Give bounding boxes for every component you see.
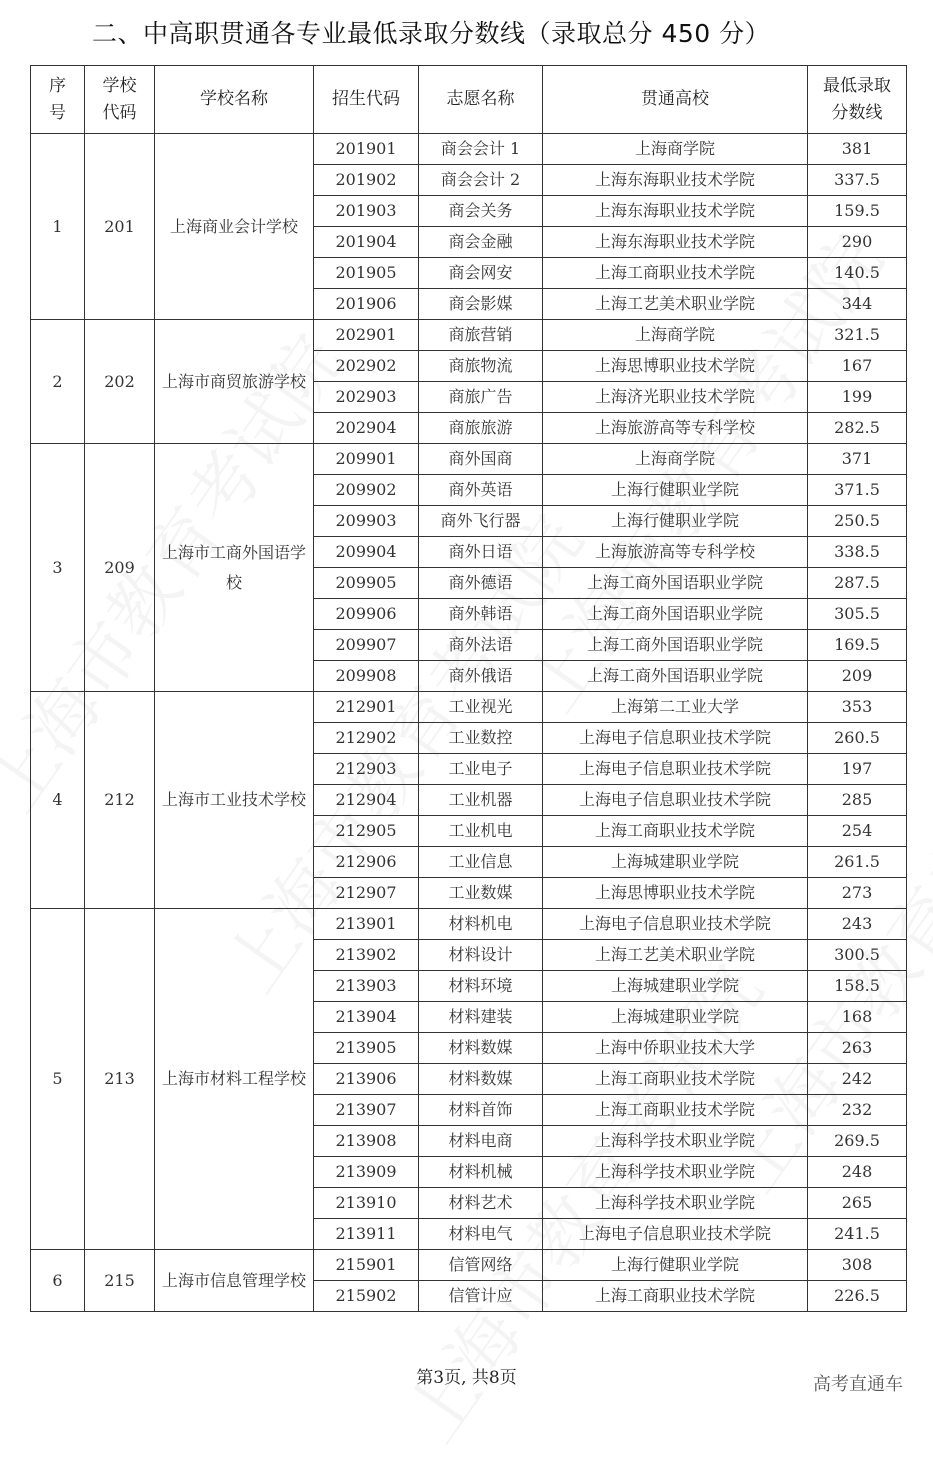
min-score-cell: 167 <box>808 351 907 382</box>
enroll-code-cell: 209903 <box>314 506 419 537</box>
partner-college-cell: 上海城建职业学院 <box>543 1002 808 1033</box>
enroll-code-cell: 213907 <box>314 1095 419 1126</box>
min-score-cell: 381 <box>808 134 907 165</box>
partner-college-cell: 上海城建职业学院 <box>543 847 808 878</box>
school-name-cell: 上海市信息管理学校 <box>155 1250 314 1312</box>
enroll-code-cell: 201906 <box>314 289 419 320</box>
header-enroll-code: 招生代码 <box>314 66 419 134</box>
min-score-cell: 282.5 <box>808 413 907 444</box>
school-name-cell: 上海市工业技术学校 <box>155 692 314 909</box>
min-score-cell: 241.5 <box>808 1219 907 1250</box>
table-row <box>31 1250 907 1281</box>
enroll-code-cell: 209905 <box>314 568 419 599</box>
partner-college-cell: 上海东海职业技术学院 <box>543 227 808 258</box>
min-score-cell: 199 <box>808 382 907 413</box>
min-score-cell: 308 <box>808 1250 907 1281</box>
enroll-code-cell: 202902 <box>314 351 419 382</box>
partner-college-cell: 上海商学院 <box>543 320 808 351</box>
partner-college-cell: 上海工艺美术职业学院 <box>543 940 808 971</box>
table-body <box>31 134 907 1312</box>
min-score-cell: 243 <box>808 909 907 940</box>
school-name-cell: 上海商业会计学校 <box>155 134 314 320</box>
enroll-code-cell: 209908 <box>314 661 419 692</box>
major-name-cell: 商会会计 2 <box>419 165 543 196</box>
enroll-code-cell: 213902 <box>314 940 419 971</box>
page-title: 二、中高职贯通各专业最低录取分数线（录取总分 450 分） <box>92 19 771 48</box>
min-score-cell: 260.5 <box>808 723 907 754</box>
partner-college-cell: 上海中侨职业技术大学 <box>543 1033 808 1064</box>
major-name-cell: 材料电商 <box>419 1126 543 1157</box>
enroll-code-cell: 212907 <box>314 878 419 909</box>
major-name-cell: 商外俄语 <box>419 661 543 692</box>
header-school-code: 学校 代码 <box>85 66 155 134</box>
min-score-cell: 254 <box>808 816 907 847</box>
enroll-code-cell: 213901 <box>314 909 419 940</box>
enroll-code-cell: 213909 <box>314 1157 419 1188</box>
seq-cell: 1 <box>31 134 85 320</box>
major-name-cell: 材料首饰 <box>419 1095 543 1126</box>
min-score-cell: 197 <box>808 754 907 785</box>
enroll-code-cell: 209907 <box>314 630 419 661</box>
min-score-cell: 300.5 <box>808 940 907 971</box>
partner-college-cell: 上海电子信息职业技术学院 <box>543 785 808 816</box>
min-score-cell: 250.5 <box>808 506 907 537</box>
partner-college-cell: 上海电子信息职业技术学院 <box>543 909 808 940</box>
min-score-cell: 263 <box>808 1033 907 1064</box>
enroll-code-cell: 209901 <box>314 444 419 475</box>
school-name-cell: 上海市材料工程学校 <box>155 909 314 1250</box>
table-header-row <box>31 66 907 134</box>
enroll-code-cell: 215901 <box>314 1250 419 1281</box>
partner-college-cell: 上海工商外国语职业学院 <box>543 599 808 630</box>
min-score-cell: 290 <box>808 227 907 258</box>
min-score-cell: 371.5 <box>808 475 907 506</box>
partner-college-cell: 上海城建职业学院 <box>543 971 808 1002</box>
min-score-cell: 285 <box>808 785 907 816</box>
seq-cell: 3 <box>31 444 85 692</box>
table-row <box>31 692 907 723</box>
major-name-cell: 商旅广告 <box>419 382 543 413</box>
enroll-code-cell: 209902 <box>314 475 419 506</box>
enroll-code-cell: 212905 <box>314 816 419 847</box>
min-score-cell: 338.5 <box>808 537 907 568</box>
partner-college-cell: 上海旅游高等专科学校 <box>543 413 808 444</box>
min-score-cell: 269.5 <box>808 1126 907 1157</box>
enroll-code-cell: 213904 <box>314 1002 419 1033</box>
major-name-cell: 材料建装 <box>419 1002 543 1033</box>
min-score-cell: 242 <box>808 1064 907 1095</box>
header-school-name: 学校名称 <box>155 66 314 134</box>
partner-college-cell: 上海科学技术职业学院 <box>543 1157 808 1188</box>
major-name-cell: 材料数媒 <box>419 1064 543 1095</box>
major-name-cell: 商会关务 <box>419 196 543 227</box>
major-name-cell: 商会网安 <box>419 258 543 289</box>
table-row <box>31 444 907 475</box>
table-row <box>31 320 907 351</box>
school-code-cell: 212 <box>85 692 155 909</box>
partner-college-cell: 上海行健职业学院 <box>543 506 808 537</box>
enroll-code-cell: 212901 <box>314 692 419 723</box>
header-major-name: 志愿名称 <box>419 66 543 134</box>
enroll-code-cell: 201905 <box>314 258 419 289</box>
seq-cell: 6 <box>31 1250 85 1312</box>
major-name-cell: 工业数控 <box>419 723 543 754</box>
min-score-cell: 140.5 <box>808 258 907 289</box>
major-name-cell: 商外德语 <box>419 568 543 599</box>
major-name-cell: 材料环境 <box>419 971 543 1002</box>
partner-college-cell: 上海工艺美术职业学院 <box>543 289 808 320</box>
major-name-cell: 商会会计 1 <box>419 134 543 165</box>
school-name-cell: 上海市商贸旅游学校 <box>155 320 314 444</box>
enroll-code-cell: 209906 <box>314 599 419 630</box>
header-partner-college: 贯通高校 <box>543 66 808 134</box>
partner-college-cell: 上海电子信息职业技术学院 <box>543 723 808 754</box>
major-name-cell: 工业信息 <box>419 847 543 878</box>
enroll-code-cell: 202903 <box>314 382 419 413</box>
header-min-score: 最低录取 分数线 <box>808 66 907 134</box>
min-score-cell: 321.5 <box>808 320 907 351</box>
min-score-cell: 305.5 <box>808 599 907 630</box>
partner-college-cell: 上海东海职业技术学院 <box>543 165 808 196</box>
partner-college-cell: 上海商学院 <box>543 134 808 165</box>
partner-college-cell: 上海行健职业学院 <box>543 1250 808 1281</box>
partner-college-cell: 上海行健职业学院 <box>543 475 808 506</box>
partner-college-cell: 上海科学技术职业学院 <box>543 1188 808 1219</box>
school-code-cell: 201 <box>85 134 155 320</box>
school-name-cell: 上海市工商外国语学校 <box>155 444 314 692</box>
major-name-cell: 材料设计 <box>419 940 543 971</box>
major-name-cell: 信管计应 <box>419 1281 543 1312</box>
seq-cell: 2 <box>31 320 85 444</box>
major-name-cell: 工业视光 <box>419 692 543 723</box>
major-name-cell: 工业电子 <box>419 754 543 785</box>
enroll-code-cell: 213905 <box>314 1033 419 1064</box>
min-score-cell: 265 <box>808 1188 907 1219</box>
enroll-code-cell: 209904 <box>314 537 419 568</box>
partner-college-cell: 上海旅游高等专科学校 <box>543 537 808 568</box>
major-name-cell: 工业数媒 <box>419 878 543 909</box>
school-code-cell: 215 <box>85 1250 155 1312</box>
enroll-code-cell: 201902 <box>314 165 419 196</box>
min-score-cell: 226.5 <box>808 1281 907 1312</box>
enroll-code-cell: 201903 <box>314 196 419 227</box>
major-name-cell: 工业机电 <box>419 816 543 847</box>
major-name-cell: 商旅物流 <box>419 351 543 382</box>
partner-college-cell: 上海东海职业技术学院 <box>543 196 808 227</box>
table-row <box>31 134 907 165</box>
major-name-cell: 商旅营销 <box>419 320 543 351</box>
partner-college-cell: 上海思博职业技术学院 <box>543 351 808 382</box>
min-score-cell: 261.5 <box>808 847 907 878</box>
major-name-cell: 材料数媒 <box>419 1033 543 1064</box>
partner-college-cell: 上海商学院 <box>543 444 808 475</box>
partner-college-cell: 上海工商职业技术学院 <box>543 816 808 847</box>
enroll-code-cell: 213911 <box>314 1219 419 1250</box>
min-score-cell: 344 <box>808 289 907 320</box>
enroll-code-cell: 213903 <box>314 971 419 1002</box>
partner-college-cell: 上海电子信息职业技术学院 <box>543 1219 808 1250</box>
min-score-cell: 287.5 <box>808 568 907 599</box>
min-score-cell: 169.5 <box>808 630 907 661</box>
major-name-cell: 材料机电 <box>419 909 543 940</box>
major-name-cell: 商外国商 <box>419 444 543 475</box>
enroll-code-cell: 213908 <box>314 1126 419 1157</box>
partner-college-cell: 上海科学技术职业学院 <box>543 1126 808 1157</box>
major-name-cell: 材料艺术 <box>419 1188 543 1219</box>
enroll-code-cell: 212904 <box>314 785 419 816</box>
major-name-cell: 商外韩语 <box>419 599 543 630</box>
major-name-cell: 商会金融 <box>419 227 543 258</box>
major-name-cell: 材料机械 <box>419 1157 543 1188</box>
brand-label: 高考直通车 <box>813 1374 903 1395</box>
min-score-cell: 209 <box>808 661 907 692</box>
partner-college-cell: 上海第二工业大学 <box>543 692 808 723</box>
partner-college-cell: 上海济光职业技术学院 <box>543 382 808 413</box>
min-score-cell: 248 <box>808 1157 907 1188</box>
partner-college-cell: 上海工商外国语职业学院 <box>543 568 808 599</box>
table-row <box>31 909 907 940</box>
major-name-cell: 商旅旅游 <box>419 413 543 444</box>
major-name-cell: 商外日语 <box>419 537 543 568</box>
min-score-cell: 337.5 <box>808 165 907 196</box>
major-name-cell: 商外法语 <box>419 630 543 661</box>
enroll-code-cell: 212906 <box>314 847 419 878</box>
partner-college-cell: 上海工商职业技术学院 <box>543 1095 808 1126</box>
enroll-code-cell: 212903 <box>314 754 419 785</box>
seq-cell: 4 <box>31 692 85 909</box>
enroll-code-cell: 215902 <box>314 1281 419 1312</box>
enroll-code-cell: 201901 <box>314 134 419 165</box>
school-code-cell: 213 <box>85 909 155 1250</box>
major-name-cell: 工业机器 <box>419 785 543 816</box>
min-score-cell: 158.5 <box>808 971 907 1002</box>
seq-cell: 5 <box>31 909 85 1250</box>
header-seq: 序 号 <box>31 66 85 134</box>
partner-college-cell: 上海工商职业技术学院 <box>543 1281 808 1312</box>
school-code-cell: 209 <box>85 444 155 692</box>
partner-college-cell: 上海工商外国语职业学院 <box>543 661 808 692</box>
min-score-cell: 371 <box>808 444 907 475</box>
score-table <box>30 65 907 1312</box>
enroll-code-cell: 213906 <box>314 1064 419 1095</box>
page-indicator: 第3页, 共8页 <box>416 1368 517 1388</box>
partner-college-cell: 上海工商职业技术学院 <box>543 258 808 289</box>
enroll-code-cell: 213910 <box>314 1188 419 1219</box>
partner-college-cell: 上海工商职业技术学院 <box>543 1064 808 1095</box>
partner-college-cell: 上海电子信息职业技术学院 <box>543 754 808 785</box>
enroll-code-cell: 212902 <box>314 723 419 754</box>
enroll-code-cell: 202901 <box>314 320 419 351</box>
min-score-cell: 168 <box>808 1002 907 1033</box>
partner-college-cell: 上海思博职业技术学院 <box>543 878 808 909</box>
partner-college-cell: 上海工商外国语职业学院 <box>543 630 808 661</box>
min-score-cell: 273 <box>808 878 907 909</box>
major-name-cell: 商外英语 <box>419 475 543 506</box>
major-name-cell: 商外飞行器 <box>419 506 543 537</box>
min-score-cell: 159.5 <box>808 196 907 227</box>
major-name-cell: 商会影媒 <box>419 289 543 320</box>
enroll-code-cell: 201904 <box>314 227 419 258</box>
min-score-cell: 353 <box>808 692 907 723</box>
min-score-cell: 232 <box>808 1095 907 1126</box>
major-name-cell: 信管网络 <box>419 1250 543 1281</box>
enroll-code-cell: 202904 <box>314 413 419 444</box>
major-name-cell: 材料电气 <box>419 1219 543 1250</box>
school-code-cell: 202 <box>85 320 155 444</box>
